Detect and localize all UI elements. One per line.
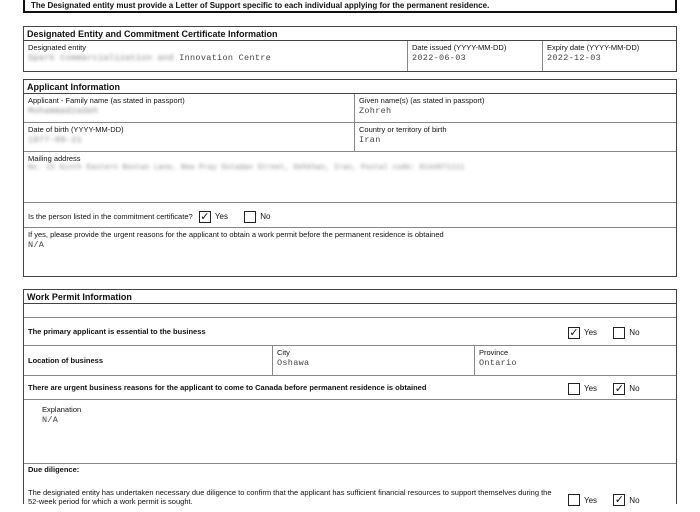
mailing-address-value: No. 15 Ninth Eastern Bostan Lane, New Pray Ostadan Street, Dehkhan, Iran, Postal code: 8144971111 bbox=[28, 164, 465, 172]
due-diligence-heading bbox=[24, 464, 676, 476]
location-business-row bbox=[24, 346, 273, 375]
due-no-checkbox[interactable]: ✓ bbox=[614, 494, 624, 506]
listed-no-label: No bbox=[260, 212, 271, 221]
applicant-section bbox=[23, 79, 677, 277]
work-permit-title: Work Permit Information bbox=[24, 290, 676, 304]
work-permit-section bbox=[23, 289, 677, 504]
essential-label: The primary applicant is essential to the business bbox=[28, 327, 206, 336]
given-name-label: Given name(s) (as stated in passport) bbox=[359, 96, 485, 105]
listed-question-row bbox=[24, 206, 676, 225]
date-issued-label: Date issued (YYYY-MM-DD) bbox=[412, 43, 507, 52]
listed-no-checkbox[interactable] bbox=[244, 211, 256, 223]
essential-yes-label: Yes bbox=[584, 328, 598, 337]
country-birth-label: Country or territory of birth bbox=[359, 125, 447, 134]
designated-entity-redacted: Spark Commercialization and bbox=[28, 53, 174, 63]
date-issued-field[interactable] bbox=[408, 41, 543, 71]
designated-entity-label: Designated entity bbox=[28, 43, 86, 52]
dob-field[interactable] bbox=[24, 123, 355, 151]
explanation-value: N/A bbox=[42, 415, 59, 425]
due-yes-checkbox[interactable] bbox=[568, 494, 580, 506]
explanation-label: Explanation bbox=[42, 405, 82, 414]
family-name-field[interactable] bbox=[24, 94, 355, 122]
due-diligence-text: The designated entity has undertaken necessary due diligence to confirm that the applicant has sufficient financial resources to support themselves during the 52-week period for which a work permit is sought. bbox=[28, 488, 552, 506]
urgent-business-yes-checkbox[interactable] bbox=[568, 383, 580, 395]
dob-value: 1977-09-21 bbox=[28, 135, 83, 145]
urgent-business-no-label: No bbox=[629, 384, 640, 393]
country-birth-value: Iran bbox=[359, 135, 381, 145]
given-name-value: Zohreh bbox=[359, 106, 392, 116]
date-issued-value: 2022-06-03 bbox=[412, 53, 467, 63]
due-yes-label: Yes bbox=[584, 495, 598, 505]
urgent-business-label: There are urgent business reasons for the applicant to come to Canada before permanent residence is obtained bbox=[28, 383, 427, 392]
family-name-value: Mohammadzadeh bbox=[28, 106, 99, 116]
due-diligence-row bbox=[24, 476, 564, 512]
mailing-address-label: Mailing address bbox=[28, 154, 81, 163]
essential-no-label: No bbox=[629, 328, 640, 337]
essential-row bbox=[24, 325, 564, 338]
urgent-business-row bbox=[24, 381, 564, 394]
top-note: The Designated entity must provide a Letter of Support specific to each individual applying for the permanent residence. bbox=[23, 0, 677, 13]
expiry-date-label: Expiry date (YYYY-MM-DD) bbox=[547, 43, 640, 52]
essential-yes-checkbox[interactable]: ✓ bbox=[569, 326, 579, 339]
city-label: City bbox=[277, 348, 290, 357]
explanation-field[interactable] bbox=[24, 400, 676, 463]
country-birth-field[interactable] bbox=[355, 123, 676, 151]
urgent-reasons-value: N/A bbox=[28, 240, 45, 250]
designated-entity-field[interactable] bbox=[24, 41, 408, 71]
mailing-address-field[interactable] bbox=[24, 152, 676, 202]
applicant-title: Applicant Information bbox=[24, 80, 676, 94]
listed-yes-label: Yes bbox=[214, 212, 228, 221]
listed-yes-checkbox[interactable]: ✓ bbox=[200, 210, 210, 223]
due-no-label: No bbox=[629, 495, 640, 505]
province-value: Ontario bbox=[479, 358, 517, 368]
expiry-date-field[interactable] bbox=[543, 41, 676, 71]
urgent-reasons-field[interactable] bbox=[24, 228, 676, 276]
designated-entity-section bbox=[23, 26, 677, 72]
essential-no-checkbox[interactable] bbox=[613, 327, 625, 339]
province-field[interactable] bbox=[475, 346, 676, 375]
city-value: Oshawa bbox=[277, 358, 310, 368]
urgent-business-yes-label: Yes bbox=[584, 384, 598, 393]
designated-entity-title: Designated Entity and Commitment Certificate Information bbox=[24, 27, 676, 41]
designated-entity-value: Innovation Centre bbox=[179, 53, 272, 63]
province-label: Province bbox=[479, 348, 509, 357]
location-business-label: Location of business bbox=[28, 356, 104, 365]
family-name-label: Applicant - Family name (as stated in passport) bbox=[28, 96, 185, 105]
expiry-date-value: 2022-12-03 bbox=[547, 53, 602, 63]
city-field[interactable] bbox=[273, 346, 475, 375]
dob-label: Date of birth (YYYY-MM-DD) bbox=[28, 125, 124, 134]
given-name-field[interactable] bbox=[355, 94, 676, 122]
listed-question-label: Is the person listed in the commitment certificate? bbox=[28, 212, 193, 221]
due-diligence-label: Due diligence: bbox=[28, 465, 80, 474]
urgent-business-no-checkbox[interactable]: ✓ bbox=[614, 382, 624, 395]
urgent-reasons-label: If yes, please provide the urgent reasons for the applicant to obtain a work permit before the permanent residence is obtained bbox=[28, 230, 444, 239]
